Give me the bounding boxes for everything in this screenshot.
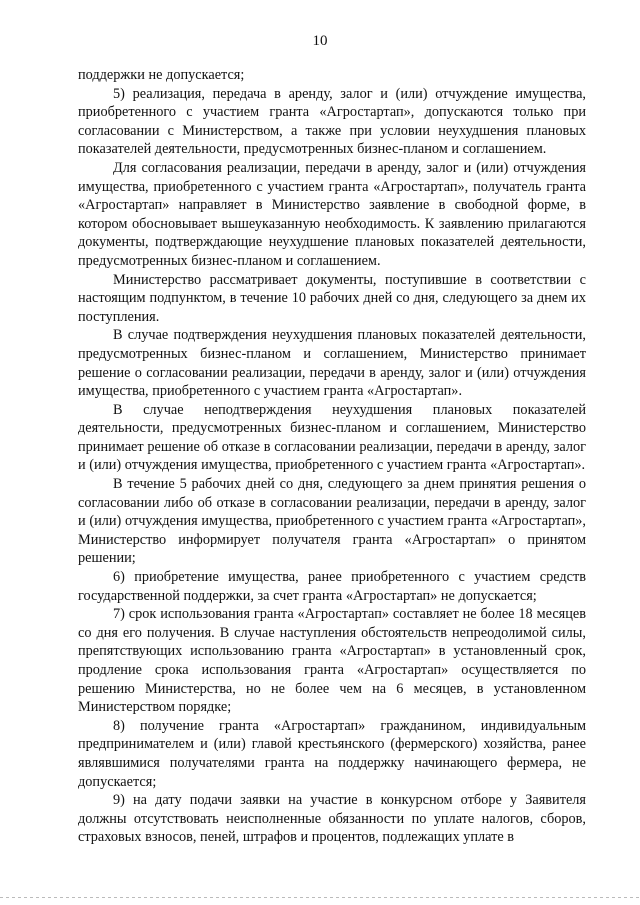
paragraph-approval-decision: В случае подтверждения неухудшения плановых показателей деятельности, предусмотренных бизнес-планом и соглашением, Министерство принимает решение о согласовании реализации, передачи в аренду, залог и (или) отчуждения имущества, приобретенного с участием гранта «Агростартап». bbox=[78, 327, 586, 400]
paragraph-review-term: Министерство рассматривает документы, поступившие в соответствии с настоящим подпунктом, в течение 10 рабочих дней со дня, следующего за днем их поступления. bbox=[78, 271, 586, 325]
paragraph-continuation: поддержки не допускается; bbox=[78, 67, 245, 83]
scan-edge-line bbox=[0, 897, 640, 898]
paragraph-item-7: 7) срок использования гранта «Агростартап» составляет не более 18 месяцев со дня его получения. В случае наступления обстоятельств непреодолимой силы, препятствующих использованию гранта «Агростартап» в установленный срок, продление срока использования гранта «Агростартап» осуществляется по решению Министерства, но не более чем на 6 месяцев, в установленном Министерством порядке; bbox=[78, 606, 586, 716]
paragraph-refusal-decision: В случае неподтверждения неухудшения плановых показателей деятельности, предусмотренных бизнес-планом и соглашением, Министерство принимает решение об отказе в согласовании реализации, передачи в аренду, залог и (или) отчуждения имущества, приобретенного с участием гранта «Агростартап». bbox=[78, 401, 586, 474]
paragraph-item-9: 9) на дату подачи заявки на участие в конкурсном отборе у Заявителя должны отсутствовать неисполненные обязанности по уплате налогов, сборов, страховых взносов, пеней, штрафов и процентов, подлежащих уплате в bbox=[78, 792, 586, 846]
paragraph-item-8: 8) получение гранта «Агростартап» гражданином, индивидуальным предпринимателем и (или) главой крестьянского (фермерского) хозяйства, ранее являвшимися получателями гранта на поддержку начинающего фермера, не допускается; bbox=[78, 717, 586, 790]
paragraph-notification: В течение 5 рабочих дней со дня, следующего за днем принятия решения о согласовании либо об отказе в согласовании реализации, передачи в аренду, залог и (или) отчуждения имущества, приобретенного с участием гранта «Агростартап», Министерство информирует получателя гранта «Агростартап» о принятом решении; bbox=[78, 476, 586, 567]
paragraph-item-6: 6) приобретение имущества, ранее приобретенного с участием средств государственной поддержки, за счет гранта «Агростартап» не допускается; bbox=[78, 569, 586, 604]
paragraph-approval-procedure: Для согласования реализации, передачи в аренду, залог и (или) отчуждения имущества, приобретенного с участием гранта «Агростартап», получатель гранта «Агростартап» направляет в Министерство заявление в свободной форме, в котором обосновывает вышеуказанную необходимость. К заявлению прилагаются документы, подтверждающие неухудшение плановых показателей деятельности, предусмотренных бизнес-планом и соглашением. bbox=[78, 159, 586, 269]
paragraph-item-5: 5) реализация, передача в аренду, залог и (или) отчуждение имущества, приобретенного с участием гранта «Агростартап», допускаются только при согласовании с Министерством, а также при условии неухудшения плановых показателей деятельности, предусмотренных бизнес-планом и соглашением. bbox=[78, 85, 586, 158]
document-body bbox=[78, 66, 586, 847]
page-number: 10 bbox=[312, 33, 328, 49]
